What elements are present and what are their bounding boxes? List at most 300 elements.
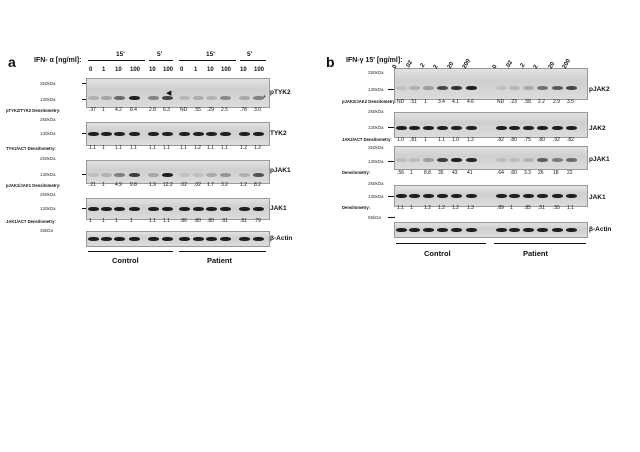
blot-band <box>179 237 190 241</box>
concentration-label: 10 <box>149 67 156 73</box>
densitometry-value: 1.2 <box>194 145 201 151</box>
blot-band <box>129 207 140 211</box>
treatment-header: IFN-γ 15' [ng/ml]: <box>346 57 403 64</box>
blot-band <box>566 86 577 90</box>
densitometry-value: .37 <box>89 107 96 113</box>
blot-band <box>552 194 563 198</box>
blot-band <box>552 86 563 90</box>
densitometry-label: Densitometry: <box>342 205 371 210</box>
densitometry-value: .79 <box>254 218 261 224</box>
concentration-label: 10 <box>115 67 122 73</box>
densitometry-value: .02 <box>180 182 187 188</box>
densitometry-value: 1.2 <box>254 145 261 151</box>
nonspecific-band-marker: * <box>263 95 266 102</box>
target-label-pjak1: pJAK1 <box>270 167 291 174</box>
blot-band <box>451 194 462 198</box>
blot-band <box>496 126 507 130</box>
blot-band <box>114 96 125 100</box>
concentration-label: 100 <box>221 67 232 73</box>
blot-band <box>437 228 448 232</box>
mw-marker: 250kDa <box>40 156 56 161</box>
blot-band <box>162 237 173 241</box>
blot-band <box>148 237 159 241</box>
mw-marker: 130kDa <box>40 206 56 211</box>
densitometry-value: 3.3 <box>524 170 531 176</box>
blot-band <box>253 132 264 136</box>
target-label-tyk2: TYK2 <box>270 130 287 137</box>
blot-band <box>101 96 112 100</box>
blot-band <box>451 228 462 232</box>
densitometry-value: 35 <box>438 170 444 176</box>
blot-band <box>206 96 217 100</box>
blot-band <box>148 173 159 177</box>
blot-tyk2 <box>86 122 270 146</box>
blot-band <box>148 96 159 100</box>
densitometry-value: 3.4 <box>438 99 445 105</box>
time-underline <box>179 60 236 61</box>
blot-band <box>88 207 99 211</box>
blot-ptyk2 <box>86 78 270 108</box>
densitometry-value: 8.4 <box>130 107 137 113</box>
blot-band <box>396 158 407 162</box>
densitometry-value: 1 <box>130 218 133 224</box>
target-label-jak2: JAK2 <box>589 125 606 132</box>
densitometry-label: JAK1/ACT Densitometry: <box>6 219 56 224</box>
mw-marker: 130kDa <box>40 97 56 102</box>
blot-band <box>496 86 507 90</box>
blot-band <box>496 228 507 232</box>
blot-band <box>523 86 534 90</box>
blot-band <box>239 207 250 211</box>
mw-marker: 250kDa <box>40 117 56 122</box>
concentration-label: 20 <box>547 61 557 70</box>
target-label-actin: β-Actin <box>270 235 293 242</box>
arrowhead-icon: ◀ <box>166 90 172 97</box>
concentration-label: 200 <box>461 58 473 70</box>
group-underline <box>396 243 486 244</box>
blot-band <box>423 126 434 130</box>
densitometry-value: 1.1 <box>567 205 574 211</box>
blot-band <box>537 126 548 130</box>
blot-band <box>179 207 190 211</box>
concentration-label: .02 <box>504 59 515 70</box>
concentration-label: 100 <box>254 67 265 73</box>
densitometry-value: 1.1 <box>149 145 156 151</box>
densitometry-value: 4.2 <box>115 107 122 113</box>
densitometry-value: 1.1 <box>397 205 404 211</box>
concentration-label: 100 <box>163 67 174 73</box>
blot-band <box>552 158 563 162</box>
blot-band <box>537 158 548 162</box>
densitometry-value: 1.1 <box>89 145 96 151</box>
densitometry-value: 8.2 <box>254 182 261 188</box>
mw-marker: 130kDa <box>368 159 384 164</box>
densitometry-label: TYK2/ACT Densitometry: <box>6 146 56 151</box>
blot-band <box>239 132 250 136</box>
densitometry-value: 1.9 <box>149 182 156 188</box>
blot-band <box>437 86 448 90</box>
blot-band <box>88 173 99 177</box>
time-label-patient-5: 5' <box>247 51 253 58</box>
blot-band <box>509 228 520 232</box>
treatment-header: IFN- α [ng/ml]: <box>34 57 82 64</box>
densitometry-value: .80 <box>194 218 201 224</box>
mw-marker: 130kDa <box>368 194 384 199</box>
blot-pjak2 <box>394 68 588 100</box>
blot-actin <box>86 231 270 247</box>
densitometry-value: 1 <box>115 218 118 224</box>
densitometry-value: 1 <box>102 145 105 151</box>
blot-actin <box>394 222 588 238</box>
blot-band <box>129 96 140 100</box>
blot-band <box>220 96 231 100</box>
blot-band <box>523 126 534 130</box>
densitometry-value: 1.1 <box>163 145 170 151</box>
densitometry-value: 1.1 <box>221 145 228 151</box>
blot-band <box>101 173 112 177</box>
densitometry-value: 2.2 <box>538 99 545 105</box>
densitometry-value: .75 <box>524 137 531 143</box>
densitometry-value: 1 <box>102 218 105 224</box>
blot-band <box>101 207 112 211</box>
blot-band <box>206 132 217 136</box>
densitometry-value: .55 <box>194 107 201 113</box>
densitometry-value: .82 <box>497 137 504 143</box>
concentration-label: .2 <box>418 62 427 70</box>
densitometry-value: 1.1 <box>115 145 122 151</box>
blot-band <box>193 237 204 241</box>
blot-band <box>129 132 140 136</box>
blot-band <box>409 86 420 90</box>
blot-band <box>466 86 477 90</box>
blot-band <box>537 86 548 90</box>
densitometry-value: 1.1 <box>438 137 445 143</box>
densitometry-value: 12.2 <box>163 182 173 188</box>
blot-band <box>253 173 264 177</box>
mw-marker: 250kDa <box>368 109 384 114</box>
blot-pjak1 <box>394 146 588 170</box>
blot-band <box>496 194 507 198</box>
target-label-jak1: JAK1 <box>589 194 606 201</box>
blot-band <box>129 237 140 241</box>
blot-band <box>162 173 173 177</box>
densitometry-value: .51 <box>538 205 545 211</box>
densitometry-value: 4.6 <box>467 99 474 105</box>
densitometry-value: 41 <box>467 170 473 176</box>
blot-band <box>423 158 434 162</box>
target-label-pjak1: pJAK1 <box>589 156 610 163</box>
blot-band <box>179 132 190 136</box>
densitometry-value: 4.1 <box>452 99 459 105</box>
densitometry-value: 8.8 <box>424 170 431 176</box>
blot-band <box>101 132 112 136</box>
blot-band <box>423 194 434 198</box>
mw-marker: 35kDa <box>40 228 54 233</box>
densitometry-value: .60 <box>510 170 517 176</box>
concentration-label: 2 <box>532 64 540 70</box>
group-label-patient: Patient <box>523 249 549 258</box>
blot-band <box>451 126 462 130</box>
blot-band <box>253 237 264 241</box>
blot-pjak1 <box>86 160 270 184</box>
densitometry-value: 1.1 <box>163 218 170 224</box>
time-label-control-15: 15' <box>116 51 125 58</box>
densitometry-label: pTYK2/TYK2 Densitometry: <box>6 108 61 113</box>
blot-band <box>466 158 477 162</box>
blot-jak2 <box>394 112 588 138</box>
blot-jak1 <box>394 185 588 207</box>
blot-band <box>114 173 125 177</box>
blot-band <box>162 132 173 136</box>
densitometry-value: 22 <box>567 170 573 176</box>
mw-marker: 130kDa <box>368 87 384 92</box>
blot-band <box>509 126 520 130</box>
concentration-label: .2 <box>518 62 527 70</box>
densitometry-value: 3.0 <box>254 107 261 113</box>
blot-band <box>409 194 420 198</box>
blot-band <box>566 126 577 130</box>
densitometry-value: 1.1 <box>207 145 214 151</box>
group-label-control: Control <box>112 256 139 265</box>
blot-band <box>566 158 577 162</box>
densitometry-value: .81 <box>240 218 247 224</box>
group-underline <box>88 251 173 252</box>
densitometry-value: .91 <box>221 218 228 224</box>
blot-band <box>88 237 99 241</box>
densitometry-value: 1.7 <box>207 182 214 188</box>
concentration-label: 0 <box>491 64 499 70</box>
densitometry-value: 3.2 <box>221 182 228 188</box>
blot-band <box>523 158 534 162</box>
mw-marker: 130kDa <box>40 131 56 136</box>
densitometry-value: 1.1 <box>130 145 137 151</box>
densitometry-value: 3.5 <box>567 99 574 105</box>
panel-letter: b <box>326 54 335 70</box>
densitometry-value: .85 <box>524 205 531 211</box>
densitometry-value: .92 <box>553 137 560 143</box>
blot-band <box>566 194 577 198</box>
blot-band <box>537 228 548 232</box>
densitometry-value: 2.5 <box>221 107 228 113</box>
target-label-ptyk2: pTYK2 <box>270 89 291 96</box>
blot-band <box>409 158 420 162</box>
blot-band <box>451 158 462 162</box>
densitometry-value: 4.9 <box>115 182 122 188</box>
densitometry-value: .82 <box>567 137 574 143</box>
concentration-label: 100 <box>130 67 141 73</box>
densitometry-value: 1.2 <box>438 205 445 211</box>
blot-band <box>239 173 250 177</box>
concentration-label: .02 <box>404 59 415 70</box>
figure-panel-b <box>320 0 640 452</box>
blot-band <box>193 207 204 211</box>
blot-band <box>409 126 420 130</box>
mw-tick <box>388 217 395 218</box>
concentration-label: 10 <box>207 67 214 73</box>
densitometry-value: .29 <box>207 107 214 113</box>
mw-marker: 130kDa <box>368 125 384 130</box>
panel-letter: a <box>8 54 16 70</box>
concentration-label: 2 <box>432 64 440 70</box>
blot-band <box>193 173 204 177</box>
blot-band <box>509 194 520 198</box>
densitometry-value: 1 <box>424 99 427 105</box>
group-label-control: Control <box>424 249 451 258</box>
concentration-label: 0 <box>391 64 399 70</box>
blot-band <box>114 132 125 136</box>
densitometry-value: .80 <box>538 137 545 143</box>
target-label-jak1: JAK1 <box>270 205 287 212</box>
blot-band <box>129 173 140 177</box>
mw-marker: 250kDa <box>368 181 384 186</box>
blot-band <box>148 132 159 136</box>
time-label-patient-15: 15' <box>206 51 215 58</box>
group-label-patient: Patient <box>207 256 233 265</box>
blot-band <box>396 126 407 130</box>
blot-band <box>437 158 448 162</box>
blot-jak1 <box>86 198 270 220</box>
densitometry-value: 1 <box>410 205 413 211</box>
blot-band <box>466 194 477 198</box>
time-underline <box>88 60 145 61</box>
time-underline <box>149 60 173 61</box>
densitometry-value: 1.2 <box>240 182 247 188</box>
blot-band <box>396 194 407 198</box>
densitometry-value: 9.8 <box>130 182 137 188</box>
blot-band <box>206 237 217 241</box>
blot-band <box>437 194 448 198</box>
blot-band <box>114 207 125 211</box>
densitometry-value: 1 <box>510 205 513 211</box>
blot-band <box>423 228 434 232</box>
mw-marker: 250kDa <box>368 145 384 150</box>
densitometry-value: 1 <box>102 182 105 188</box>
densitometry-value: .81 <box>410 137 417 143</box>
mw-marker: 55kDa <box>368 215 382 220</box>
blot-band <box>523 228 534 232</box>
mw-marker: 250kDa <box>40 192 56 197</box>
blot-band <box>179 96 190 100</box>
time-label-control-5: 5' <box>157 51 163 58</box>
densitometry-value: .02 <box>194 182 201 188</box>
concentration-label: 10 <box>240 67 247 73</box>
densitometry-value: 2.9 <box>553 99 560 105</box>
densitometry-value: 1.0 <box>452 137 459 143</box>
blot-band <box>193 96 204 100</box>
blot-band <box>101 237 112 241</box>
densitometry-value: .51 <box>410 99 417 105</box>
blot-band <box>148 207 159 211</box>
densitometry-value: .80 <box>510 137 517 143</box>
blot-band <box>206 207 217 211</box>
blot-band <box>396 86 407 90</box>
blot-band <box>552 126 563 130</box>
concentration-label: 1 <box>194 67 198 73</box>
blot-band <box>88 132 99 136</box>
concentration-label: 20 <box>446 61 456 70</box>
densitometry-value: .55 <box>553 205 560 211</box>
blot-band <box>88 96 99 100</box>
densitometry-value: .78 <box>240 107 247 113</box>
densitometry-value: 26 <box>538 170 544 176</box>
blot-band <box>206 173 217 177</box>
densitometry-value: ND <box>180 107 188 113</box>
group-underline <box>494 243 586 244</box>
blot-band <box>220 173 231 177</box>
densitometry-value: .64 <box>497 170 504 176</box>
densitometry-value: 43 <box>452 170 458 176</box>
densitometry-value: .89 <box>497 205 504 211</box>
blot-band <box>193 132 204 136</box>
blot-band <box>437 126 448 130</box>
blot-band <box>239 96 250 100</box>
densitometry-value: .56 <box>397 170 404 176</box>
blot-band <box>409 228 420 232</box>
densitometry-value: 1.2 <box>424 205 431 211</box>
mw-marker: 130kDa <box>40 172 56 177</box>
blot-band <box>566 228 577 232</box>
densitometry-value: 2.8 <box>149 107 156 113</box>
blot-band <box>396 228 407 232</box>
densitometry-value: 1.0 <box>397 137 404 143</box>
blot-band <box>537 194 548 198</box>
densitometry-value: 1.1 <box>149 218 156 224</box>
blot-band <box>220 132 231 136</box>
mw-marker: 250kDa <box>368 70 384 75</box>
densitometry-value: .80 <box>207 218 214 224</box>
densitometry-value: 1.1 <box>180 145 187 151</box>
densitometry-value: .86 <box>180 218 187 224</box>
target-label-actin: β-Actin <box>589 226 612 233</box>
densitometry-label: Densitometry: <box>342 170 371 175</box>
densitometry-value: 1 <box>424 137 427 143</box>
blot-band <box>466 228 477 232</box>
densitometry-value: .21 <box>89 182 96 188</box>
concentration-label: 0 <box>180 67 184 73</box>
densitometry-value: 1.2 <box>240 145 247 151</box>
densitometry-value: 1 <box>410 170 413 176</box>
densitometry-value: ND <box>397 99 405 105</box>
blot-band <box>253 207 264 211</box>
group-underline <box>179 251 266 252</box>
target-label-pjak2: pJAK2 <box>589 86 610 93</box>
blot-band <box>423 86 434 90</box>
blot-band <box>523 194 534 198</box>
mw-marker: 250kDa <box>40 81 56 86</box>
densitometry-value: 18 <box>553 170 559 176</box>
concentration-label: 200 <box>561 58 573 70</box>
blot-band <box>239 237 250 241</box>
concentration-label: 0 <box>89 67 93 73</box>
blot-band <box>451 86 462 90</box>
densitometry-value: .23 <box>510 99 517 105</box>
blot-band <box>179 173 190 177</box>
blot-band <box>509 86 520 90</box>
concentration-label: 1 <box>102 67 106 73</box>
blot-band <box>220 207 231 211</box>
blot-band <box>466 126 477 130</box>
densitometry-value: 1 <box>89 218 92 224</box>
densitometry-value: ND <box>497 99 505 105</box>
densitometry-label: pJAK2/JAK2 Densitometry: <box>342 99 397 104</box>
blot-band <box>220 237 231 241</box>
densitometry-value: 1 <box>102 107 105 113</box>
blot-band <box>114 237 125 241</box>
blot-band <box>162 207 173 211</box>
blot-band <box>509 158 520 162</box>
blot-band <box>552 228 563 232</box>
densitometry-value: .58 <box>524 99 531 105</box>
